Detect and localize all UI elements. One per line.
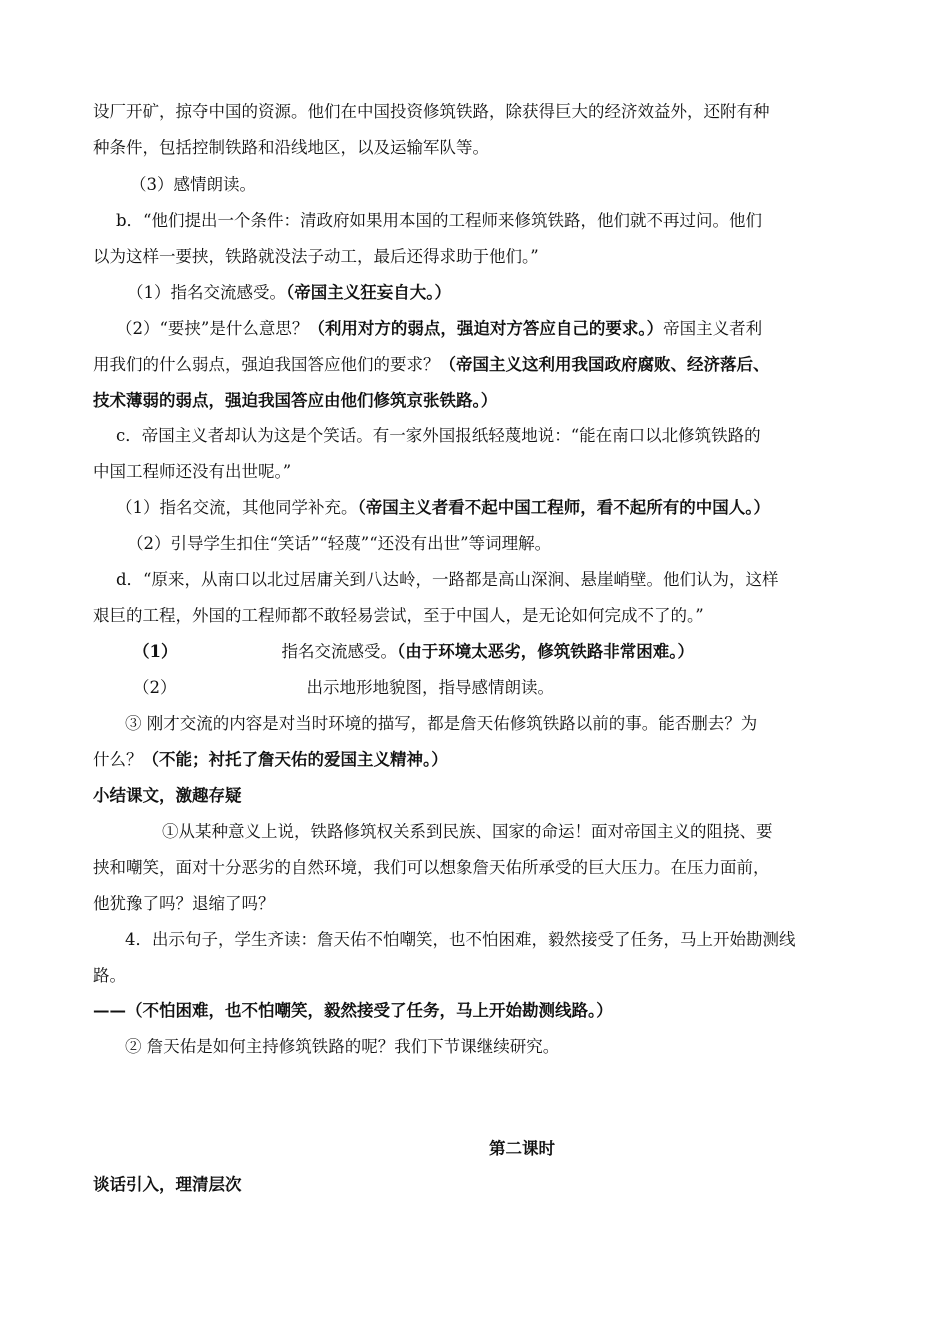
question-number: （2） [133, 678, 177, 697]
question-line [127, 283, 897, 303]
quote-c-line: c．帝国主义者却认为这是个笑话。有一家外国报纸轻蔑地说：“能在南口以北修筑铁路的 [116, 426, 761, 445]
quote-b-line: b．“他们提出一个条件：清政府如果用本国的工程师来修筑铁路，他们就不再过问。他们 [116, 211, 762, 230]
answer-line: ——（不怕困难，也不怕嘲笑，毅然接受了任务，马上开始勘测线路。） [93, 1001, 613, 1020]
question-line: （2）引导学生扣住“笑话”“轻蔑”“还没有出世”等词理解。 [127, 534, 552, 553]
quote-b-line: 以为这样一要挟，铁路就没法子动工，最后还得求助于他们。” [93, 247, 539, 266]
question-text: 用我们的什么弱点，强迫我国答应他们的要求？ [93, 355, 440, 374]
paragraph-line: ①从某种意义上说，铁路修筑权关系到民族、国家的命运！面对帝国主义的阻挠、要 [162, 822, 773, 841]
paragraph-line: 路。 [93, 966, 126, 985]
question-text: （1）指名交流，其他同学补充。 [116, 498, 358, 517]
question-line: ③ 刚才交流的内容是对当时环境的描写，都是詹天佑修筑铁路以前的事。能否删去？为 [125, 714, 758, 733]
question-text: （2）“要挟”是什么意思？ [116, 319, 309, 338]
section-heading: 小结课文，激趣存疑 [93, 786, 242, 805]
question-line [93, 355, 863, 375]
question-line [93, 750, 863, 770]
lesson-title: 第二课时 [489, 1139, 555, 1158]
paragraph-line: ② 詹天佑是如何主持修筑铁路的呢？我们下节课继续研究。 [125, 1037, 560, 1056]
quote-c-line: 中国工程师还没有出世呢。” [93, 462, 292, 481]
question-line [133, 678, 903, 698]
answer-text: （利用对方的弱点，强迫对方答应自己的要求。） [308, 319, 664, 338]
question-text: 指名交流感受。 [281, 642, 397, 661]
question-text: 出示地形地貌图，指导感情朗读。 [306, 678, 554, 697]
quote-d-line: d．“原来，从南口以北过居庸关到八达岭，一路都是高山深涧、悬崖峭壁。他们认为，这样 [116, 570, 779, 589]
question-text: 什么？ [93, 750, 143, 769]
question-number: （1） [133, 642, 178, 661]
question-line [116, 498, 886, 518]
answer-line: 技术薄弱的弱点，强迫我国答应由他们修筑京张铁路。） [93, 391, 498, 410]
paragraph-line: 挟和嘲笑，面对十分恶劣的自然环境，我们可以想象詹天佑所承受的巨大压力。在压力面前， [93, 858, 770, 877]
section-heading: 谈话引入，理清层次 [93, 1175, 242, 1194]
answer-text: （不能；衬托了詹天佑的爱国主义精神。） [142, 750, 448, 769]
answer-text: （帝国主义狂妄自大。） [286, 283, 451, 302]
question-line [116, 319, 886, 339]
question-line [133, 642, 903, 662]
answer-text: （由于环境太恶劣，修筑铁路非常困难。） [396, 642, 694, 661]
quote-d-line: 艰巨的工程，外国的工程师都不敢轻易尝试，至于中国人，是无论如何完成不了的。” [93, 606, 704, 625]
answer-text: （帝国主义这利用我国政府腐败、经济落后、 [439, 355, 770, 374]
paragraph-line: 种条件，包括控制铁路和沿线地区，以及运输军队等。 [93, 138, 489, 157]
paragraph-line: （3）感情朗读。 [130, 175, 256, 194]
question-text: 帝国主义者利 [663, 319, 763, 338]
paragraph-line: 他犹豫了吗？退缩了吗？ [93, 894, 275, 913]
paragraph-line: 设厂开矿，掠夺中国的资源。他们在中国投资修筑铁路，除获得巨大的经济效益外，还附有种 [93, 102, 770, 121]
paragraph-line: 4．出示句子，学生齐读：詹天佑不怕嘲笑，也不怕困难，毅然接受了任务，马上开始勘测线 [125, 930, 796, 949]
question-text: （1）指名交流感受。 [127, 283, 286, 302]
answer-text: （帝国主义者看不起中国工程师，看不起所有的中国人。） [357, 498, 770, 517]
